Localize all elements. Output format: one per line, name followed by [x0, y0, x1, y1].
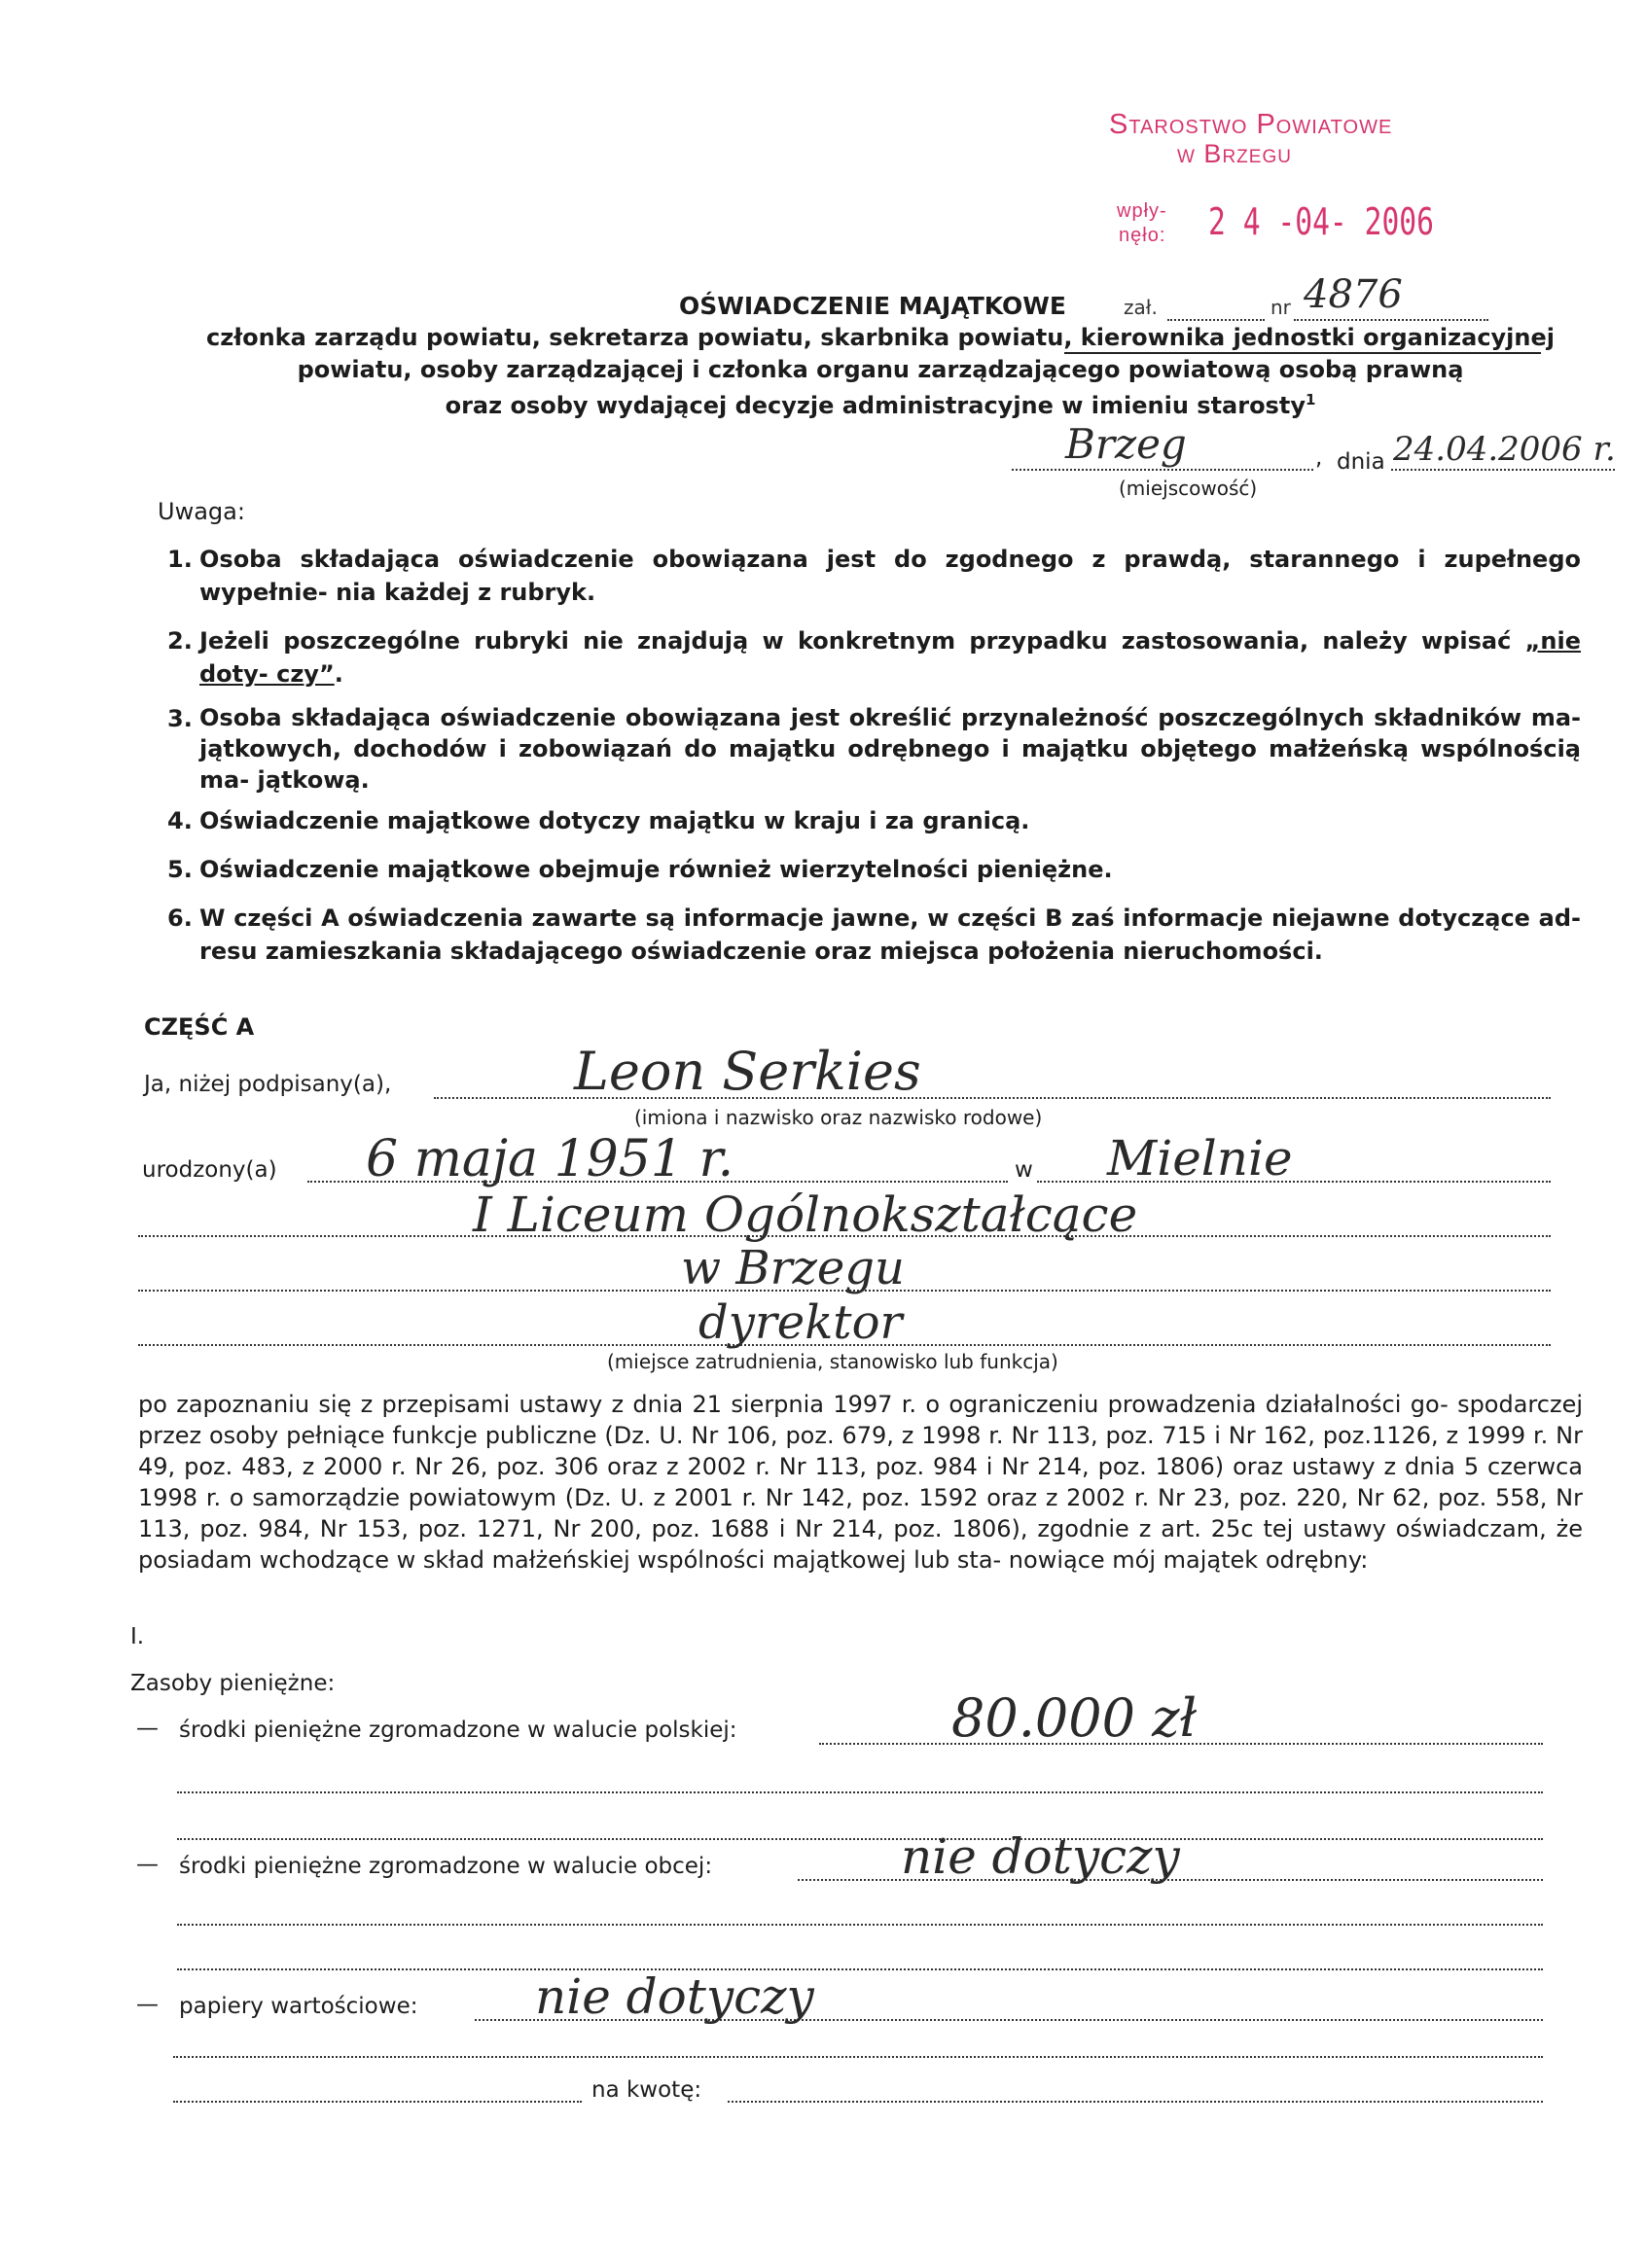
date-value: 24.04.2006 r.	[1393, 430, 1616, 469]
office-stamp-line1: Starostwo Powiatowe	[1109, 109, 1393, 140]
place-dots	[1012, 469, 1313, 471]
document-title: OŚWIADCZENIE MAJĄTKOWE	[679, 292, 1066, 320]
employment-line-2: w Brzegu	[681, 1241, 905, 1295]
note-2	[199, 624, 1581, 691]
note-4-number: 4.	[167, 807, 193, 834]
date-dots	[1391, 469, 1615, 471]
place-value: Brzeg	[1065, 420, 1187, 468]
note-2-number: 2.	[167, 627, 193, 655]
securities-label: papiery wartościowe:	[179, 1994, 418, 2019]
pln-dash: —	[136, 1716, 159, 1741]
pln-label: środki pieniężne zgromadzone w walucie polskiej:	[179, 1718, 737, 1743]
place-comma: ,	[1315, 445, 1323, 471]
signed-caption: (imiona i nazwisko oraz nazwisko rodowe)	[634, 1106, 1043, 1129]
securities-value: nie dotyczy	[535, 1968, 814, 2025]
note-5-number: 5.	[167, 856, 193, 883]
note-6-number: 6.	[167, 904, 193, 932]
foreign-dash: —	[136, 1852, 159, 1877]
footnote-mark: 1	[1305, 391, 1316, 408]
note-3-number: 3.	[167, 705, 193, 732]
amount-label: na kwotę:	[591, 2077, 702, 2103]
securities-dash: —	[136, 1992, 159, 2017]
note-5-text: Oświadczenie majątkowe obejmuje również wierzytelności pieniężne.	[199, 856, 1113, 883]
header-underline	[1064, 352, 1541, 354]
attachment-label: zał.	[1124, 296, 1158, 319]
securities-dots-3	[173, 2101, 582, 2103]
born-place-value: Mielnie	[1107, 1130, 1293, 1187]
received-date-stamp: 2 4 -04- 2006	[1208, 200, 1434, 243]
note-1-text: Osoba składająca oświadczenie obowiązana jest do zgodnego z prawdą, starannego i zupełnego wypełnie- nia każdej z rubryk.	[199, 546, 1581, 606]
office-stamp-line2: w Brzegu	[1177, 139, 1292, 168]
note-6-text: W części A oświadczenia zawarte są informacje jawne, w części B zaś informacje niejawne dotyczące ad- resu zamieszkania składającego oświadczenie oraz miejsca położenia nieruchomości.	[199, 904, 1581, 965]
header-line-1-text: członka zarządu powiatu, sekretarza powiatu, skarbnika powiatu, kierownika jednostki organizacyjnej	[206, 324, 1555, 351]
header-line-3-text: oraz osoby wydającej decyzje administracyjne w imieniu starosty	[445, 392, 1306, 419]
born-date-value: 6 maja 1951 r.	[366, 1130, 734, 1188]
section-i-heading: Zasoby pieniężne:	[130, 1671, 336, 1696]
header-line-3	[204, 385, 1557, 421]
received-label-1: wpły-	[1117, 200, 1167, 222]
place-caption: (miejscowość)	[1119, 477, 1258, 500]
note-2-quote: „nie doty- czy”	[199, 627, 1582, 688]
note-3-text: Osoba składająca oświadczenie obowiązana jest określić przynależność poszczególnych składników ma- jątkowych, dochodów i zobowiązań do majątku odrębnego i majątku objętego małżeńską wspólnością ma- jątkową.	[199, 704, 1581, 794]
signed-name-value: Leon Serkies	[574, 1041, 921, 1102]
section-i-roman: I.	[130, 1624, 145, 1649]
employment-line-3: dyrektor	[698, 1295, 903, 1350]
header-line-1	[204, 323, 1557, 353]
employment-caption: (miejsce zatrudnienia, stanowisko lub funkcja)	[607, 1350, 1058, 1373]
pln-dots-3	[177, 1838, 1543, 1840]
date-label: dnia	[1337, 449, 1385, 475]
number-handwritten: 4876	[1304, 272, 1403, 317]
foreign-value: nie dotyczy	[901, 1828, 1180, 1885]
statement-text: po zapoznaniu się z przepisami ustawy z dnia 21 sierpnia 1997 r. o ograniczeniu prowadzenia działalności go- spodarczej przez osoby pełniące funkcje publiczne (Dz. U. Nr 106, poz. 679, z 1998 r. Nr 113, poz. 715 i Nr 162, poz.1126, z 1999 r. Nr 49, poz. 483, z 2000 r. Nr 26, poz. 306 oraz z 2002 r. Nr 113, poz. 984 i Nr 214, poz. 1806) oraz ustawy z dnia 5 czerwca 1998 r. o samorządzie powiatowym (Dz. U. z 2001 r. Nr 142, poz. 1592 oraz z 2002 r. Nr 23, poz. 220, Nr 62, poz. 558, Nr 113, poz. 984, Nr 153, poz. 1271, Nr 200, poz. 1688 i Nr 214, poz. 1806), zgodnie z art. 25c tej ustawy oświadczam, że posiadam wchodzące w skład małżeńskiej wspólności majątkowej lub sta- nowiące mój majątek odrębny:	[138, 1391, 1583, 1574]
foreign-dots-3	[177, 1968, 1543, 1970]
note-1-number: 1.	[167, 546, 193, 573]
pln-value: 80.000 zł	[951, 1687, 1198, 1749]
notes-heading: Uwaga:	[158, 498, 245, 525]
amount-dots	[728, 2101, 1543, 2103]
signed-label: Ja, niżej podpisany(a),	[144, 1072, 392, 1097]
note-2-text: Jeżeli poszczególne rubryki nie znajdują w konkretnym przypadku zastosowania, należy wpisać	[199, 627, 1512, 655]
number-label: nr	[1270, 296, 1291, 319]
attachment-dots	[1167, 319, 1265, 321]
foreign-label: środki pieniężne zgromadzone w walucie obcej:	[179, 1854, 713, 1879]
securities-dots-2	[173, 2056, 1543, 2058]
pln-dots-2	[177, 1791, 1543, 1793]
employment-line-1: I Liceum Ogólnokształcące	[473, 1187, 1138, 1243]
born-in-label: w	[1015, 1157, 1033, 1183]
received-label-2: nęło:	[1119, 225, 1166, 246]
header-line-2: powiatu, osoby zarządzającej i członka organu zarządzającego powiatową osobą prawną	[297, 356, 1464, 383]
part-a-heading: CZĘŚĆ A	[144, 1013, 255, 1041]
note-4-text: Oświadczenie majątkowe dotyczy majątku w kraju i za granicą.	[199, 807, 1030, 834]
note-2-end: .	[334, 660, 343, 688]
born-label: urodzony(a)	[142, 1157, 277, 1183]
number-dots	[1294, 319, 1488, 321]
foreign-dots-2	[177, 1924, 1543, 1926]
